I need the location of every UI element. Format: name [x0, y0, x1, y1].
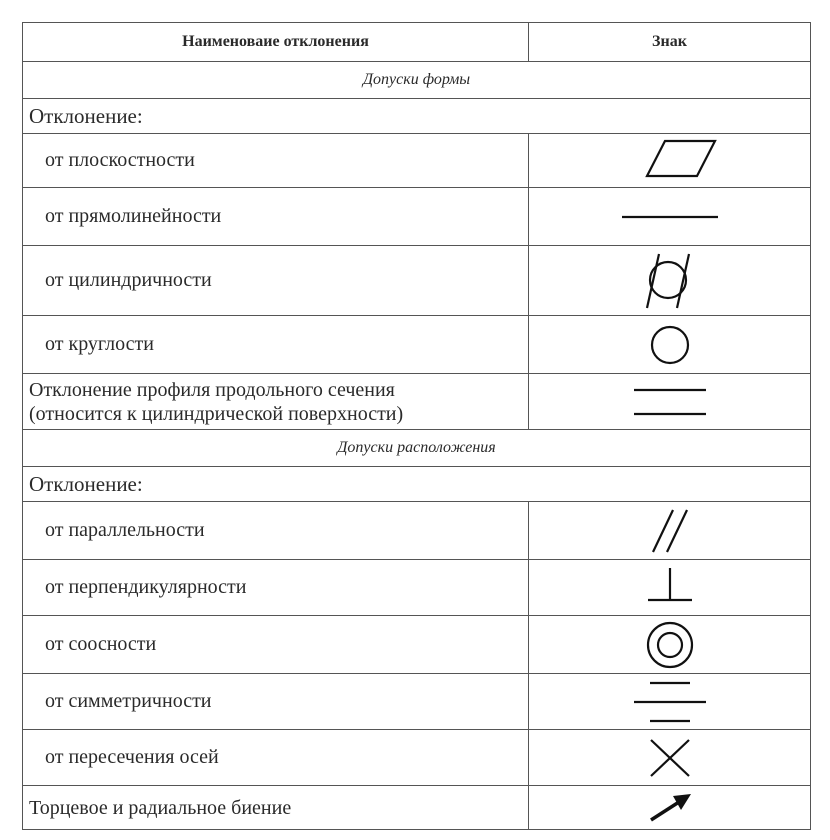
row-name: от перпендикулярности	[45, 576, 247, 598]
section-title: Допуски формы	[23, 62, 811, 99]
cylindricity-icon	[635, 250, 705, 312]
table-row	[23, 246, 811, 316]
group-label: Отклонение:	[23, 467, 811, 502]
row-name: от параллельности	[45, 519, 205, 541]
circularity-icon	[647, 322, 693, 368]
profile-deviation-icon	[630, 382, 710, 422]
sign-column-header: Знак	[529, 23, 811, 62]
section-form-tolerances	[23, 62, 811, 99]
name-column-header: Наименоваие отклонения	[23, 23, 529, 62]
table-row	[23, 674, 811, 730]
table-row	[23, 134, 811, 188]
table-row	[23, 316, 811, 374]
table-row	[23, 730, 811, 786]
table-row	[23, 502, 811, 560]
straightness-icon	[620, 207, 720, 227]
symmetry-icon	[630, 677, 710, 727]
table-header	[23, 23, 811, 62]
concentricity-icon	[642, 617, 698, 673]
runout-icon	[645, 790, 695, 826]
flatness-icon	[620, 136, 720, 186]
table-row	[23, 786, 811, 830]
row-name: от круглости	[45, 333, 154, 355]
table-row	[23, 188, 811, 246]
group-label-row	[23, 467, 811, 502]
axis-intersection-icon	[645, 736, 695, 780]
section-title: Допуски расположения	[23, 430, 811, 467]
row-name: Торцевое и радиальное биение	[29, 796, 292, 819]
deviation-table	[22, 22, 811, 830]
perpendicularity-icon	[640, 564, 700, 612]
row-name: от цилиндричности	[45, 269, 212, 291]
table-row	[23, 374, 811, 430]
row-name-line1: Отклонение профиля продольного сечения	[29, 378, 395, 401]
table-row	[23, 616, 811, 674]
group-label: Отклонение:	[23, 99, 811, 134]
row-name: от соосности	[45, 633, 157, 655]
row-name: от прямолинейности	[45, 205, 222, 227]
row-name: от плоскостности	[45, 149, 195, 171]
parallelism-icon	[645, 506, 695, 556]
row-name: от пересечения осей	[45, 746, 219, 768]
group-label-row	[23, 99, 811, 134]
table-row	[23, 560, 811, 616]
section-location-tolerances	[23, 430, 811, 467]
row-name: от симметричности	[45, 690, 212, 712]
row-name-line2: (относится к цилиндрической поверхности)	[29, 402, 404, 425]
